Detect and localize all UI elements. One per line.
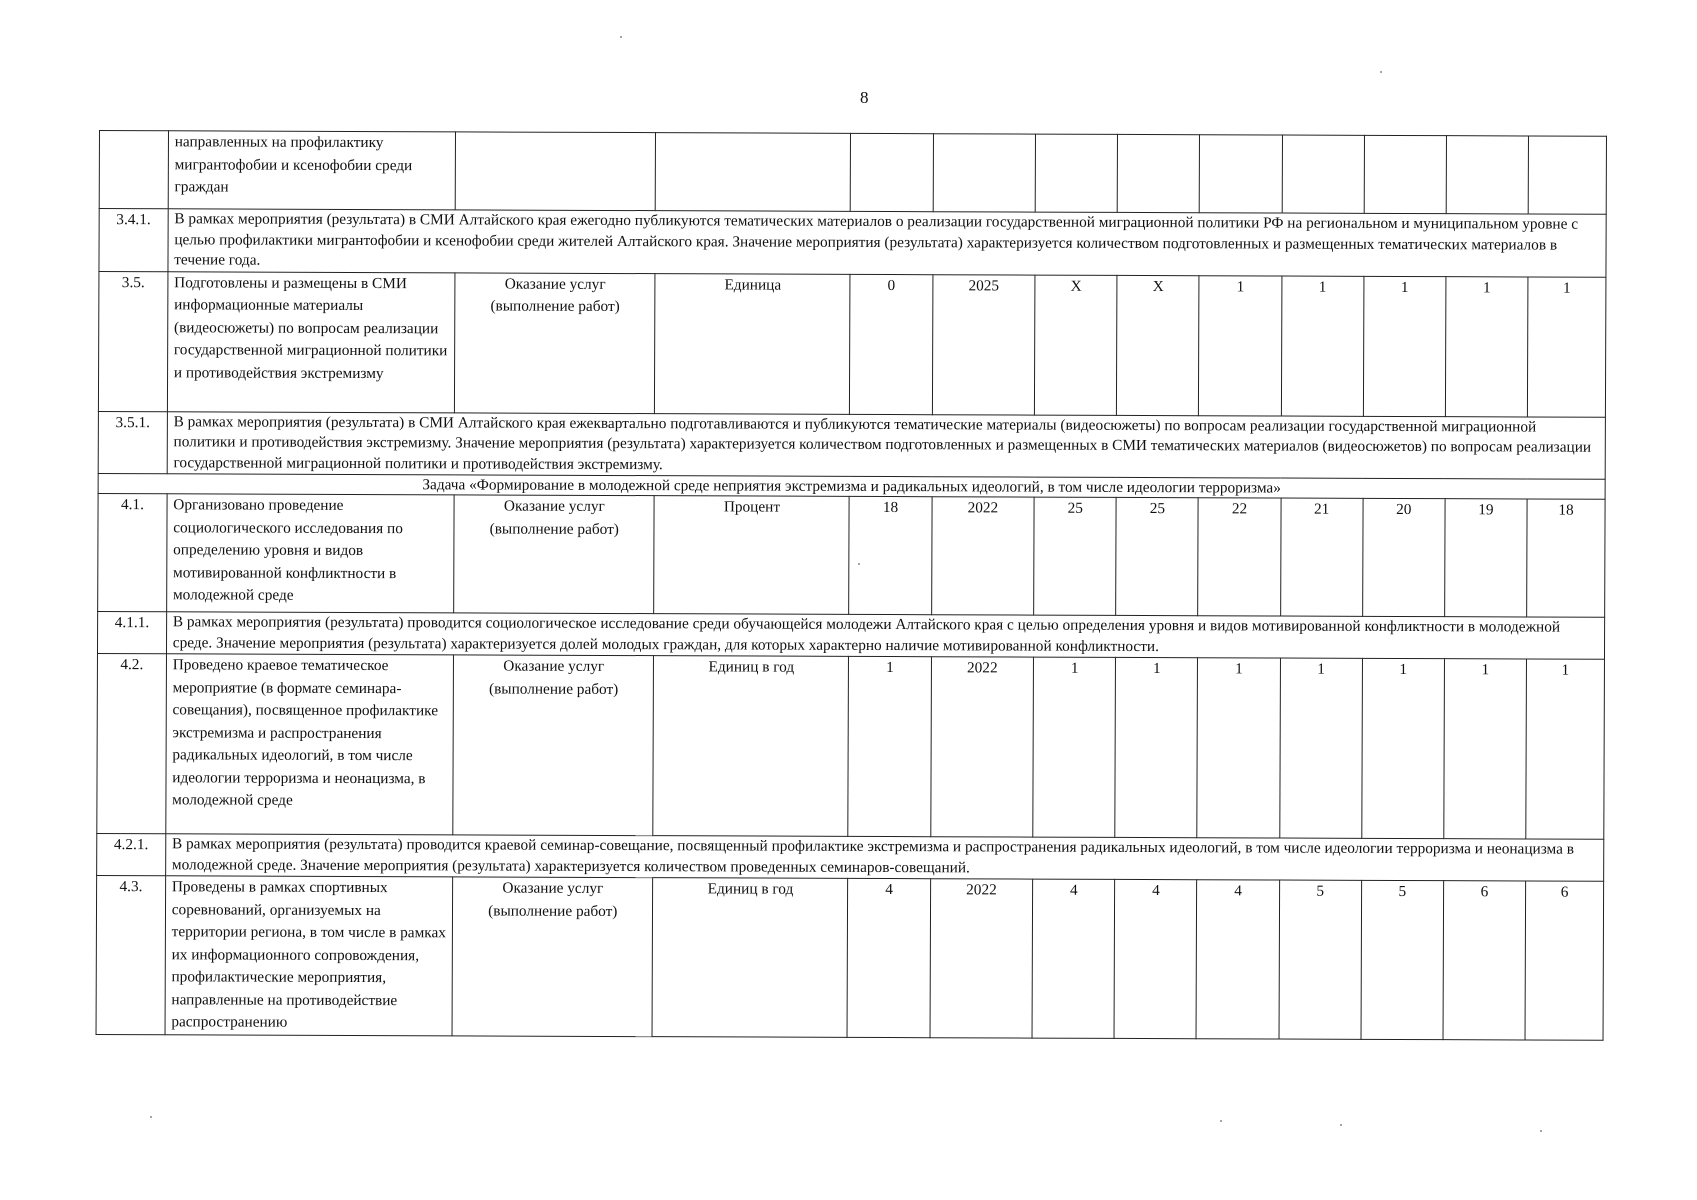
scan-speck (620, 36, 622, 38)
base-year-cell: 2022 (930, 657, 1033, 837)
year-value-cell: 4 (1032, 879, 1115, 1038)
year-value-cell: Х (1035, 275, 1118, 415)
indicator-kind-cell: Оказание услуг (выполнение работ) (454, 495, 655, 614)
year-value-cell: Х (1117, 275, 1200, 415)
scan-speck (1220, 1120, 1222, 1122)
base-value-cell (851, 133, 933, 211)
year-value-cell: 19 (1444, 499, 1527, 617)
unit-cell: Единиц в год (653, 656, 849, 837)
description-cell: В рамках мероприятия (результата) в СМИ Алтайского края ежеквартально подготавливаются и публикуются тематические материалы (видеосюжеты) по вопросам реализации государственной миграционной политики и противодействия экстремизму. Значение мероприятия (результата) характеризуется количеством подготовленных и размещенных в СМИ тематических материалов (видеосюжетов) по вопросам реализации государственной миграционной политики и противодействия экстремизму. (167, 411, 1605, 479)
indicator-name-cell: направленных на профилактику мигрантофобии и ксенофобии среди граждан (168, 131, 456, 210)
description-cell: В рамках мероприятия (результата) проводится краевой семинар-совещание, посвященный профилактике экстремизма и распространения радикальных идеологий, в том числе идеологии терроризма и неонацизма в молодежной среде. Значение мероприятия (результата) характеризуется количеством проведенных семинаров-совещаний. (165, 834, 1603, 882)
year-value-cell: 6 (1525, 881, 1604, 1040)
indicator-kind-cell: Оказание услуг (выполнение работ) (455, 272, 656, 413)
year-value-cell: 1 (1115, 657, 1198, 837)
year-value-cell: 6 (1443, 881, 1526, 1040)
indicator-kind-cell: Оказание услуг (выполнение работ) (452, 877, 653, 1036)
indicator-name-cell: Проведены в рамках спортивных соревнований, организуемых на территории региона, в том числе в рамках их информационного сопровождения, профилактические мероприятия, направленные на противодействие распространению (165, 876, 453, 1036)
year-value-cell: 25 (1116, 497, 1199, 615)
unit-cell (656, 133, 851, 212)
description-cell: В рамках мероприятия (результата) проводится социологическое исследование среди обучающейся молодежи Алтайского края с целью определения уровня и видов мотивированной конфликтности в молодежной среде. Значение мероприятия (результата) характеризуется долей молодых граждан, для которых характерно наличие мотивированной конфликтности. (166, 612, 1604, 660)
year-value-cell: 20 (1362, 498, 1445, 616)
indicator-name-cell: Организовано проведение социологического исследования по определению уровня и видов мотивированной конфликтности в молодежной среде (166, 494, 454, 613)
year-value-cell: 1 (1526, 659, 1605, 839)
scan-speck (1380, 71, 1382, 73)
year-value-cell: 1 (1199, 275, 1282, 415)
page-number: 8 (860, 88, 869, 107)
unit-cell: Единица (655, 273, 851, 414)
year-value-cell: 25 (1034, 497, 1117, 615)
base-year-cell: 2022 (931, 497, 1034, 615)
scan-speck (150, 1116, 152, 1118)
row-number-cell: 4.2. (97, 653, 166, 833)
table-row (97, 653, 1605, 839)
row-number-cell (99, 131, 168, 209)
base-value-cell: 1 (848, 656, 931, 836)
table-row (97, 833, 1604, 881)
year-value-cell: 1 (1361, 658, 1444, 838)
base-value-cell: 18 (849, 496, 932, 614)
year-value-cell: 1 (1363, 276, 1446, 416)
row-number-cell: 3.4.1. (99, 209, 168, 272)
table-row (98, 271, 1606, 417)
description-cell: В рамках мероприятия (результата) в СМИ Алтайского края ежегодно публикуются тематических материалов о реализации государственной миграционной политики РФ на региональном и муниципальном уровне с целью профилактики мигрантофобии и ксенофобии среди жителей Алтайского края. Значение мероприятия (результата) характеризуется количеством подготовленных и размещенных тематических материалов в течение года. (168, 209, 1606, 277)
year-value-cell: 18 (1527, 499, 1605, 617)
year-value-cell (1200, 135, 1282, 213)
indicator-name-cell: Подготовлены и размещены в СМИ информационные материалы (видеосюжеты) по вопросам реализации государственной миграционной политики и противодействия экстремизму (167, 271, 455, 412)
table-row (97, 611, 1604, 659)
base-year-cell: 2022 (930, 879, 1033, 1038)
year-value-cell: 5 (1279, 880, 1362, 1039)
row-number-cell: 4.1. (98, 493, 167, 611)
task-heading-cell: Задача «Формирование в молодежной среде неприятия экстремизма и радикальных идеологий, в том числе идеологии терроризма» (98, 473, 1605, 499)
year-value-cell: 4 (1114, 879, 1197, 1038)
year-value-cell: 1 (1279, 658, 1362, 838)
scan-speck (1540, 1130, 1542, 1132)
base-year-cell: 2025 (932, 274, 1035, 414)
year-value-cell: 4 (1196, 880, 1279, 1039)
year-value-cell (1446, 136, 1528, 214)
year-value-cell: 1 (1527, 276, 1606, 416)
year-value-cell: 22 (1198, 498, 1281, 616)
base-year-cell (933, 134, 1036, 212)
table-row (99, 209, 1606, 277)
indicator-name-cell: Проведено краевое тематическое мероприятие (в формате семинара-совещания), посвященное профилактике экстремизма и распространения радикальных идеологий, в том числе идеологии терроризма и неонацизма, в молодежной среде (166, 654, 454, 835)
year-value-cell: 1 (1281, 276, 1364, 416)
scan-speck (1340, 1124, 1342, 1126)
indicator-kind-cell (455, 132, 655, 211)
document-sheet (96, 130, 1607, 1040)
year-value-cell: 1 (1445, 276, 1528, 416)
year-value-cell: 1 (1444, 659, 1527, 839)
table-row (96, 875, 1604, 1039)
base-value-cell: 4 (847, 878, 930, 1037)
indicator-kind-cell: Оказание услуг (выполнение работ) (453, 655, 654, 836)
year-value-cell: 21 (1280, 498, 1363, 616)
table-row (98, 411, 1605, 479)
year-value-cell (1282, 135, 1364, 213)
year-value-cell: 1 (1033, 657, 1116, 837)
year-value-cell (1364, 135, 1446, 213)
year-value-cell (1035, 134, 1117, 212)
row-number-cell: 4.1.1. (97, 611, 166, 653)
year-value-cell: 1 (1197, 658, 1280, 838)
unit-cell: Единиц в год (652, 878, 848, 1037)
year-value-cell: 5 (1361, 880, 1444, 1039)
year-value-cell (1118, 134, 1200, 212)
row-number-cell: 4.2.1. (97, 833, 166, 875)
row-number-cell: 3.5.1. (98, 411, 167, 474)
year-value-cell (1528, 136, 1606, 214)
unit-cell: Процент (654, 496, 849, 615)
indicators-table (96, 130, 1607, 1040)
row-number-cell: 3.5. (98, 271, 167, 411)
table-row (98, 493, 1605, 617)
base-value-cell: 0 (850, 274, 933, 414)
table-row (99, 131, 1606, 215)
row-number-cell: 4.3. (96, 875, 165, 1034)
scan-speck (858, 563, 860, 565)
